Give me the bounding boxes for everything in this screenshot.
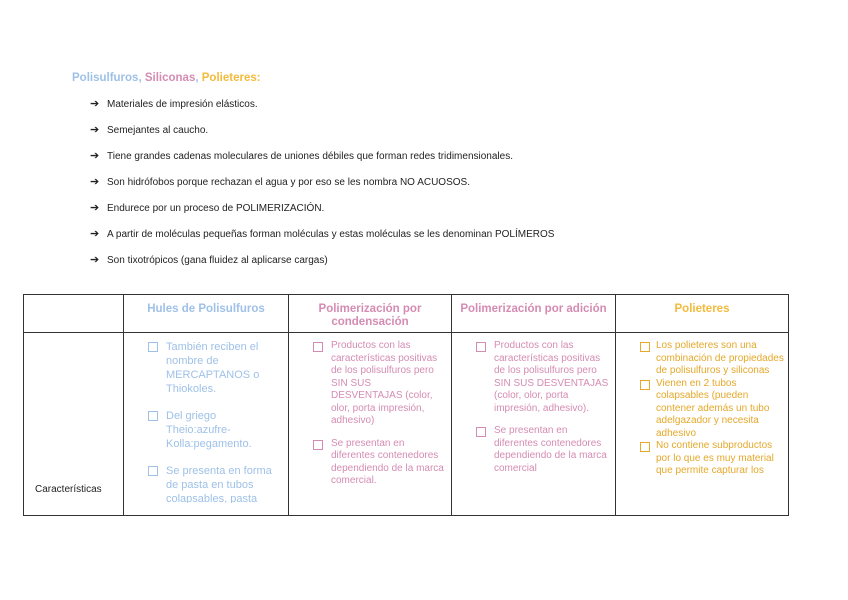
item-text: Del griego Theio:azufre-Kolla:pegamento. xyxy=(166,410,252,450)
list-item xyxy=(289,340,451,428)
heading-separator: , xyxy=(195,72,199,84)
header-hules-polisulfuros: Hules de Polisulfuros xyxy=(124,295,289,333)
list-item-text: Son tixotrópicos (gana fluidez al aplicarse cargas) xyxy=(107,255,328,266)
list-item-text: Semejantes al caucho. xyxy=(107,125,209,136)
row-label-cell xyxy=(24,333,124,516)
list-item-text: A partir de moléculas pequeñas forman moléculas y estas moléculas se les denominan POLÍMEROS xyxy=(107,229,555,240)
item-text: Se presentan en diferentes contenedores dependiendo de la marca comercial. xyxy=(331,437,444,486)
item-text: Se presentan en diferentes contenedores dependiendo de la marca comercial xyxy=(494,425,607,474)
list-item xyxy=(90,202,554,228)
list-item xyxy=(124,409,288,451)
list-item xyxy=(616,340,788,378)
checkbox-icon xyxy=(148,466,158,476)
list-item xyxy=(90,176,554,202)
heading-polisulfuros: Polisulfuros xyxy=(72,72,139,84)
checkbox-icon xyxy=(640,442,650,452)
list-item xyxy=(616,378,788,441)
list-item-text: Son hidrófobos porque rechazan el agua y por eso se les nombra NO ACUOSOS. xyxy=(107,177,470,188)
checkbox-icon xyxy=(148,411,158,421)
header-polimerizacion-adicion: Polimerización por adición xyxy=(452,295,616,333)
checkbox-icon xyxy=(148,342,158,352)
checkbox-icon xyxy=(313,342,323,352)
list-item xyxy=(90,124,554,150)
cell-polieteres xyxy=(616,333,789,516)
item-text: Productos con las características positivas de los polisulfuros pero SIN SUS DESVENTAJAS (color, olor, porta impresión, adhesivo). xyxy=(494,340,609,414)
heading-siliconas: Siliconas xyxy=(144,72,196,84)
checkbox-icon xyxy=(476,342,486,352)
comparison-table xyxy=(23,294,789,516)
header-polieteres: Polieteres xyxy=(616,295,789,333)
bullet-list xyxy=(90,98,554,280)
list-item-text: Tiene grandes cadenas moleculares de uniones débiles que forman redes tridimensionales. xyxy=(107,151,513,162)
table-row xyxy=(24,333,789,516)
list-item xyxy=(124,340,288,396)
item-text: Los polieteres son una combinación de propiedades de polisulfuros y siliconas xyxy=(656,340,784,376)
cell-adicion xyxy=(452,333,616,516)
header-empty xyxy=(24,295,124,333)
list-item xyxy=(90,228,554,254)
item-text: También reciben el nombre de MERCAPTANOS o Thiokoles. xyxy=(166,341,260,395)
item-text: Productos con las características positivas de los polisulfuros pero SIN SUS DESVENTAJAS (color, olor, porta impresión, adhesivo) xyxy=(331,340,438,426)
arrow-icon: ➔ xyxy=(90,228,100,240)
arrow-icon: ➔ xyxy=(90,202,100,214)
arrow-icon: ➔ xyxy=(90,98,100,110)
arrow-icon: ➔ xyxy=(90,150,100,162)
section-heading xyxy=(72,72,261,84)
checkbox-icon xyxy=(313,440,323,450)
list-item xyxy=(452,425,615,475)
heading-polieteres: Polieteres: xyxy=(201,72,261,84)
cell-condensacion xyxy=(289,333,452,516)
cell-hules xyxy=(124,333,289,516)
arrow-icon: ➔ xyxy=(90,124,100,136)
list-item xyxy=(90,150,554,176)
list-item xyxy=(90,254,554,280)
row-label: Características xyxy=(35,484,102,495)
checkbox-icon xyxy=(476,427,486,437)
checkbox-icon xyxy=(640,380,650,390)
list-item xyxy=(90,98,554,124)
list-item xyxy=(616,440,788,478)
arrow-icon: ➔ xyxy=(90,254,100,266)
list-item xyxy=(452,340,615,415)
item-text: No contiene subproductos por lo que es muy material que permite capturar los xyxy=(656,440,774,476)
heading-separator: , xyxy=(138,72,142,84)
table-header-row xyxy=(24,295,789,333)
item-text: Se presenta en forma de pasta en tubos colapsables, pasta xyxy=(166,465,272,503)
list-item-text: Materiales de impresión elásticos. xyxy=(107,99,258,110)
list-item-text: Endurece por un proceso de POLIMERIZACIÓN. xyxy=(107,203,325,214)
list-item xyxy=(289,438,451,488)
arrow-icon: ➔ xyxy=(90,176,100,188)
item-text: Vienen en 2 tubos colapsables (pueden contener además un tubo adelgazador y necesita adhesivo xyxy=(656,377,770,439)
checkbox-icon xyxy=(640,342,650,352)
header-polimerizacion-condensacion: Polimerización por condensación xyxy=(289,295,452,333)
list-item xyxy=(124,464,288,503)
